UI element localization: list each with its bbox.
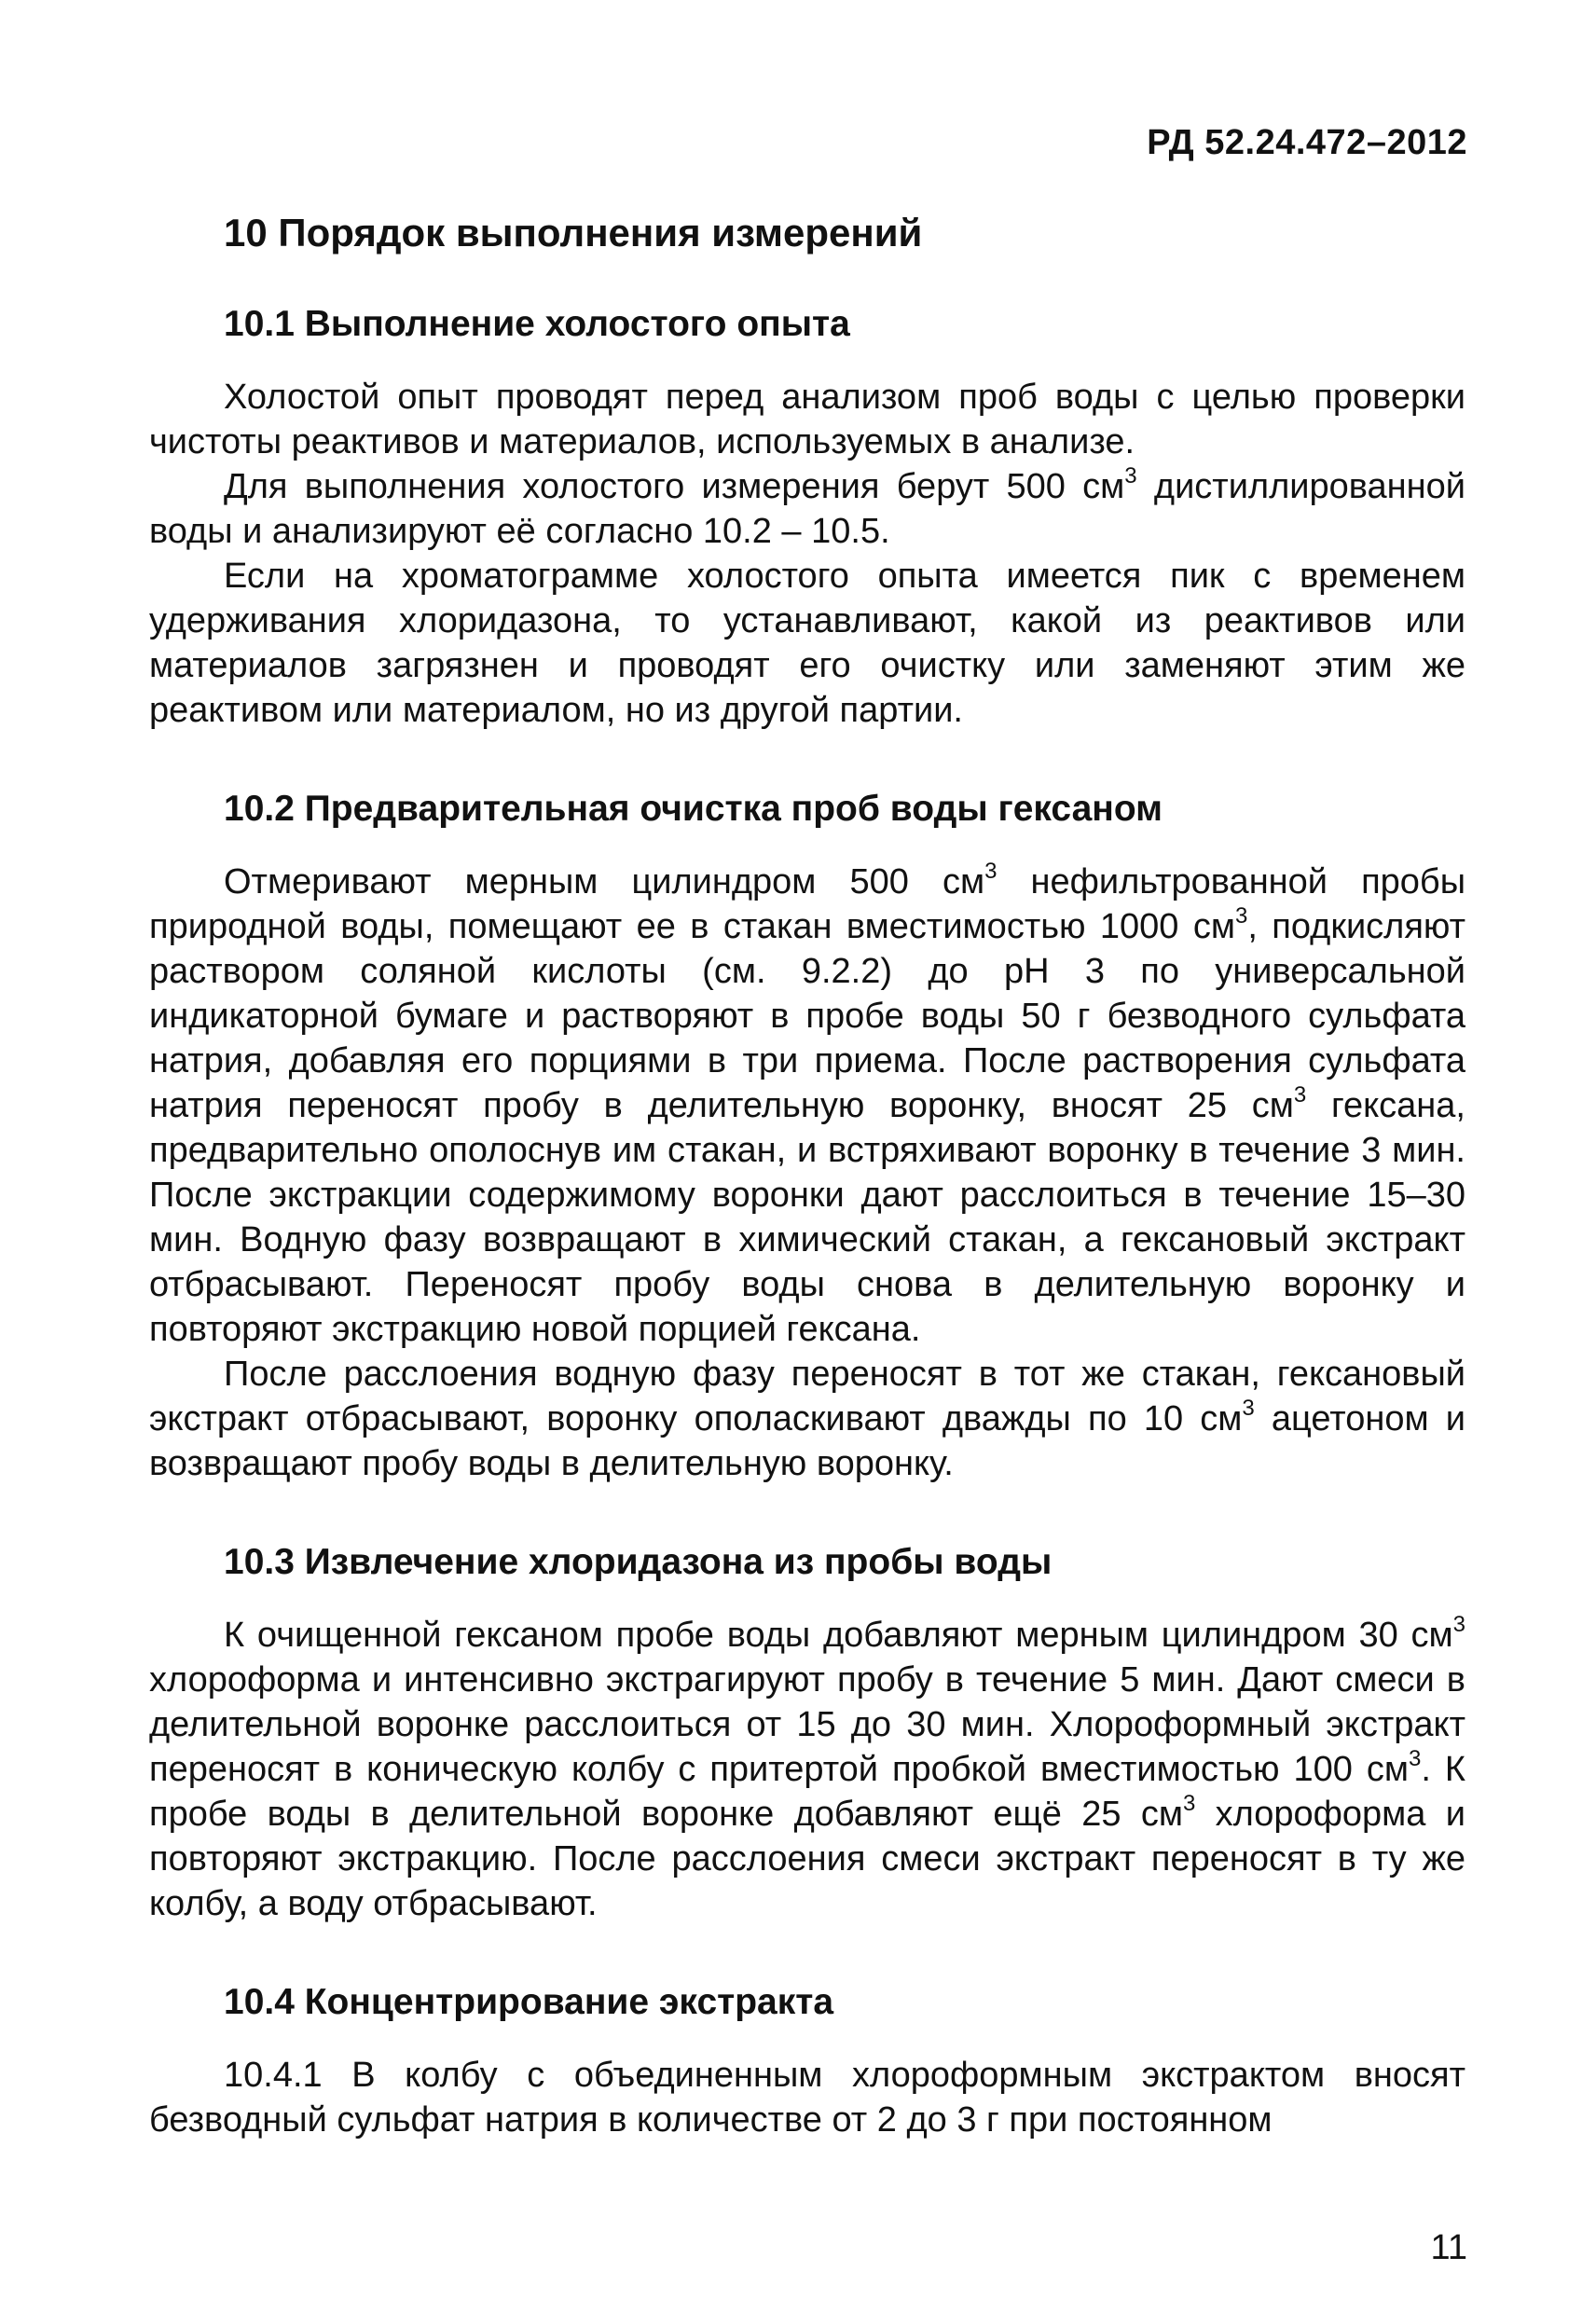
text-run: . К пробе воды в делительной воронке добавляют ещё 25 см	[149, 1750, 1465, 1834]
text-run: Отмеривают мерным цилиндром 500 см	[224, 862, 985, 901]
section-title: 10 Порядок выполнения измерений	[224, 211, 923, 255]
superscript: 3	[1124, 463, 1137, 489]
page-number: 11	[1430, 2228, 1467, 2267]
subsection-title-10-4: 10.4 Концентрирование экстракта	[224, 1982, 834, 2022]
text-run: нефильтрованной пробы природной воды, помещают ее в стакан вместимостью 1000 см	[149, 862, 1466, 946]
paragraph-10-3-1	[149, 1613, 1465, 1926]
text-run: , подкисляют раствором соляной кислоты (см. 9.2.2) до рН 3 по универсальной индикаторной бумаге и растворяют в пробе воды 50 г безводного сульфата натрия, добавляя его порциями в три приема. После растворения сульфата натрия переносят пробу в делительную воронку, вносят 25 см	[149, 907, 1465, 1125]
text-run: ацетоном и возвращают пробу воды в делительную воронку.	[149, 1399, 1465, 1483]
text-run: хлороформа и интенсивно экстрагируют пробу в течение 5 мин. Дают смеси в делительной воронке расслоиться от 15 до 30 мин. Хлороформный экстракт переносят в коническую колбу с притертой пробкой вместимостью 100 см	[149, 1660, 1465, 1789]
superscript: 3	[1293, 1082, 1307, 1108]
text-run: дистиллированной воды и анализируют её согласно 10.2 – 10.5.	[149, 467, 1465, 551]
paragraph-10-4-1: 10.4.1 В колбу с объединенным хлороформным экстрактом вносят безводный сульфат натрия в количестве от 2 до 3 г при постоянном	[149, 2056, 1465, 2140]
subsection-title-10-1: 10.1 Выполнение холостого опыта	[224, 304, 850, 344]
text-run: хлороформа и повторяют экстракцию. После расслоения смеси экстракт переносят в ту же колбу, а воду отбрасывают.	[149, 1795, 1465, 1923]
paragraph-10-2-2	[149, 1352, 1465, 1486]
superscript: 3	[1452, 1612, 1465, 1637]
document-code: РД 52.24.472–2012	[1147, 123, 1467, 162]
superscript: 3	[1242, 1396, 1255, 1421]
text-run: гексана, предварительно ополоснув им стакан, и встряхивают воронку в течение 3 мин. После экстракции содержимому воронки дают расслоиться в течение 15–30 мин. Водную фазу возвращают в химический стакан, а гексановый экстракт отбрасывают. Переносят пробу воды снова в делительную воронку и повторяют экстракцию новой порцией гексана.	[149, 1086, 1465, 1349]
subsection-title-10-2: 10.2 Предварительная очистка проб воды гексаном	[224, 789, 1163, 829]
paragraph-10-1-1: Холостой опыт проводят перед анализом проб воды с целью проверки чистоты реактивов и материалов, используемых в анализе.	[149, 378, 1465, 461]
page-content	[149, 207, 1465, 2142]
text-run: К очищенной гексаном пробе воды добавляют мерным цилиндром 30 см	[224, 1616, 1453, 1655]
text-run: Для выполнения холостого измерения берут 500 см	[224, 467, 1125, 506]
superscript: 3	[1408, 1746, 1422, 1771]
superscript: 3	[984, 859, 998, 884]
subsection-title-10-3: 10.3 Извлечение хлоридазона из пробы воды	[224, 1542, 1053, 1582]
paragraph-10-1-3: Если на хроматограмме холостого опыта имеется пик с временем удерживания хлоридазона, то устанавливают, какой из реактивов или материалов загрязнен и проводят его очистку или заменяют этим же реактивом или материалом, но из другой партии.	[149, 557, 1465, 730]
paragraph-10-2-1	[149, 860, 1465, 1352]
superscript: 3	[1182, 1791, 1196, 1816]
superscript: 3	[1234, 903, 1248, 929]
paragraph-10-1-2	[149, 464, 1465, 554]
text-run: После расслоения водную фазу переносят в тот же стакан, гексановый экстракт отбрасывают, воронку ополаскивают дважды по 10 см	[149, 1355, 1465, 1438]
